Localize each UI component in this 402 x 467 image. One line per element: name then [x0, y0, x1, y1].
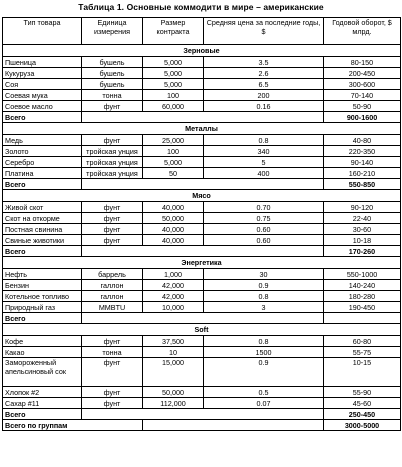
cell-type: Замороженный апельсиновый сок — [3, 358, 82, 387]
total-label: Всего — [3, 179, 82, 190]
cell-avg-price: 0.8 — [204, 336, 324, 347]
total-spacer — [82, 179, 324, 190]
cell-contract-size: 5,000 — [143, 157, 204, 168]
cell-avg-price: 0.07 — [204, 398, 324, 409]
cell-turnover: 10-18 — [324, 235, 401, 246]
cell-avg-price: 5 — [204, 157, 324, 168]
group-name: Мясо — [3, 190, 401, 202]
cell-unit: тройская унция — [82, 146, 143, 157]
cell-unit: MMBTU — [82, 302, 143, 313]
cell-turnover: 550-1000 — [324, 269, 401, 280]
group-header-row — [3, 257, 401, 269]
table-row — [3, 347, 401, 358]
cell-avg-price: 0.70 — [204, 202, 324, 213]
cell-avg-price: 0.5 — [204, 387, 324, 398]
table-row — [3, 387, 401, 398]
cell-contract-size: 100 — [143, 90, 204, 101]
table-row — [3, 90, 401, 101]
header-row — [3, 18, 401, 45]
total-spacer — [82, 246, 324, 257]
table-body — [3, 45, 401, 431]
commodities-table — [2, 17, 401, 431]
total-label: Всего — [3, 246, 82, 257]
total-value: 250-450 — [324, 409, 401, 420]
total-value: 550-850 — [324, 179, 401, 190]
cell-unit: фунт — [82, 101, 143, 112]
cell-avg-price: 0.60 — [204, 224, 324, 235]
cell-type: Сахар #11 — [3, 398, 82, 409]
cell-turnover: 80-150 — [324, 57, 401, 68]
total-label: Всего — [3, 112, 82, 123]
cell-contract-size: 42,000 — [143, 291, 204, 302]
cell-type: Природный газ — [3, 302, 82, 313]
header-turnover: Годовой оборот, $ млрд. — [324, 18, 401, 45]
cell-contract-size: 5,000 — [143, 68, 204, 79]
cell-contract-size: 25,000 — [143, 135, 204, 146]
table-row — [3, 57, 401, 68]
cell-turnover: 55-90 — [324, 387, 401, 398]
table-row — [3, 157, 401, 168]
cell-turnover: 200-450 — [324, 68, 401, 79]
cell-avg-price: 200 — [204, 90, 324, 101]
cell-unit: тройская унция — [82, 157, 143, 168]
table-title: Таблица 1. Основные коммодити в мире – американские — [78, 2, 324, 12]
total-value: 170-260 — [324, 246, 401, 257]
group-total-row — [3, 409, 401, 420]
cell-turnover: 70-140 — [324, 90, 401, 101]
header-type: Тип товара — [3, 18, 82, 45]
cell-avg-price: 400 — [204, 168, 324, 179]
table-row — [3, 202, 401, 213]
cell-contract-size: 40,000 — [143, 202, 204, 213]
group-total-row — [3, 112, 401, 123]
group-name: Энергетика — [3, 257, 401, 269]
cell-avg-price: 0.8 — [204, 291, 324, 302]
table-row — [3, 135, 401, 146]
cell-unit: фунт — [82, 235, 143, 246]
cell-contract-size: 5,000 — [143, 79, 204, 90]
cell-contract-size: 40,000 — [143, 224, 204, 235]
cell-type: Серебро — [3, 157, 82, 168]
header-unit: Единица измерения — [82, 18, 143, 45]
cell-type: Скот на откорме — [3, 213, 82, 224]
cell-type: Кофе — [3, 336, 82, 347]
cell-unit: тройская унция — [82, 168, 143, 179]
cell-avg-price: 3.5 — [204, 57, 324, 68]
grand-total-row — [3, 420, 401, 431]
cell-turnover: 60-80 — [324, 336, 401, 347]
total-label: Всего — [3, 313, 82, 324]
group-header-row — [3, 190, 401, 202]
group-header-row — [3, 324, 401, 336]
cell-type: Свиные животики — [3, 235, 82, 246]
cell-turnover: 90-140 — [324, 157, 401, 168]
table-row — [3, 269, 401, 280]
table-row — [3, 302, 401, 313]
cell-contract-size: 50,000 — [143, 213, 204, 224]
group-name: Зерновые — [3, 45, 401, 57]
header-avg-price: Средняя цена за последние годы, $ — [204, 18, 324, 45]
cell-turnover: 300-600 — [324, 79, 401, 90]
table-row — [3, 168, 401, 179]
cell-unit: галлон — [82, 291, 143, 302]
total-spacer — [82, 409, 324, 420]
cell-turnover: 90-120 — [324, 202, 401, 213]
table-row — [3, 358, 401, 387]
table-row — [3, 79, 401, 90]
cell-unit: фунт — [82, 224, 143, 235]
table-row — [3, 280, 401, 291]
header-contract-size: Размер контракта — [143, 18, 204, 45]
cell-type: Постная свинина — [3, 224, 82, 235]
cell-contract-size: 10 — [143, 347, 204, 358]
cell-avg-price: 340 — [204, 146, 324, 157]
cell-unit: фунт — [82, 387, 143, 398]
cell-avg-price: 0.60 — [204, 235, 324, 246]
cell-turnover: 190-450 — [324, 302, 401, 313]
cell-type: Медь — [3, 135, 82, 146]
table-row — [3, 224, 401, 235]
cell-unit: фунт — [82, 398, 143, 409]
cell-type: Соя — [3, 79, 82, 90]
cell-type: Соевое масло — [3, 101, 82, 112]
total-value: 900-1600 — [324, 112, 401, 123]
cell-unit: тонна — [82, 347, 143, 358]
total-value — [324, 313, 401, 324]
grand-total-value: 3000-5000 — [324, 420, 401, 431]
cell-unit: фунт — [82, 213, 143, 224]
cell-turnover: 220-350 — [324, 146, 401, 157]
cell-avg-price: 0.75 — [204, 213, 324, 224]
cell-type: Кукуруза — [3, 68, 82, 79]
cell-unit: фунт — [82, 202, 143, 213]
group-header-row — [3, 45, 401, 57]
cell-avg-price: 3 — [204, 302, 324, 313]
table-row — [3, 68, 401, 79]
cell-type: Золото — [3, 146, 82, 157]
cell-unit: бушель — [82, 79, 143, 90]
total-spacer — [82, 112, 324, 123]
group-total-row — [3, 246, 401, 257]
cell-contract-size: 100 — [143, 146, 204, 157]
table-row — [3, 336, 401, 347]
cell-contract-size: 10,000 — [143, 302, 204, 313]
cell-contract-size: 42,000 — [143, 280, 204, 291]
group-total-row — [3, 179, 401, 190]
group-name: Металлы — [3, 123, 401, 135]
cell-unit: галлон — [82, 280, 143, 291]
cell-contract-size: 60,000 — [143, 101, 204, 112]
cell-turnover: 40-80 — [324, 135, 401, 146]
cell-contract-size: 37,500 — [143, 336, 204, 347]
cell-turnover: 160-210 — [324, 168, 401, 179]
cell-type: Живой скот — [3, 202, 82, 213]
cell-unit: тонна — [82, 90, 143, 101]
table-row — [3, 398, 401, 409]
cell-avg-price: 0.9 — [204, 280, 324, 291]
cell-type: Хлопок #2 — [3, 387, 82, 398]
table-row — [3, 235, 401, 246]
cell-unit: фунт — [82, 358, 143, 387]
cell-avg-price: 2.6 — [204, 68, 324, 79]
cell-turnover: 55-75 — [324, 347, 401, 358]
cell-unit: бушель — [82, 57, 143, 68]
group-header-row — [3, 123, 401, 135]
cell-turnover: 30-60 — [324, 224, 401, 235]
cell-avg-price: 0.9 — [204, 358, 324, 387]
cell-avg-price: 0.8 — [204, 135, 324, 146]
cell-turnover: 45-60 — [324, 398, 401, 409]
cell-unit: бушель — [82, 68, 143, 79]
cell-turnover: 180-280 — [324, 291, 401, 302]
cell-unit: фунт — [82, 135, 143, 146]
total-spacer — [82, 313, 324, 324]
table-row — [3, 213, 401, 224]
cell-unit: фунт — [82, 336, 143, 347]
cell-type: Котельное топливо — [3, 291, 82, 302]
table-row — [3, 101, 401, 112]
group-total-row — [3, 313, 401, 324]
cell-avg-price: 30 — [204, 269, 324, 280]
cell-turnover: 140-240 — [324, 280, 401, 291]
cell-contract-size: 50,000 — [143, 387, 204, 398]
cell-type: Пшеница — [3, 57, 82, 68]
table-row — [3, 291, 401, 302]
grand-total-spacer — [143, 420, 324, 431]
cell-type: Платина — [3, 168, 82, 179]
cell-contract-size: 1,000 — [143, 269, 204, 280]
cell-contract-size: 40,000 — [143, 235, 204, 246]
cell-contract-size: 5,000 — [143, 57, 204, 68]
cell-type: Соевая мука — [3, 90, 82, 101]
cell-unit: баррель — [82, 269, 143, 280]
table-row — [3, 146, 401, 157]
cell-turnover: 22-40 — [324, 213, 401, 224]
cell-avg-price: 0.16 — [204, 101, 324, 112]
cell-type: Нефть — [3, 269, 82, 280]
cell-avg-price: 1500 — [204, 347, 324, 358]
cell-avg-price: 6.5 — [204, 79, 324, 90]
grand-total-label: Всего по группам — [3, 420, 143, 431]
cell-turnover: 10-15 — [324, 358, 401, 387]
cell-contract-size: 112,000 — [143, 398, 204, 409]
total-label: Всего — [3, 409, 82, 420]
cell-contract-size: 15,000 — [143, 358, 204, 387]
cell-type: Какао — [3, 347, 82, 358]
cell-turnover: 50-90 — [324, 101, 401, 112]
cell-type: Бензин — [3, 280, 82, 291]
group-name: Soft — [3, 324, 401, 336]
cell-contract-size: 50 — [143, 168, 204, 179]
